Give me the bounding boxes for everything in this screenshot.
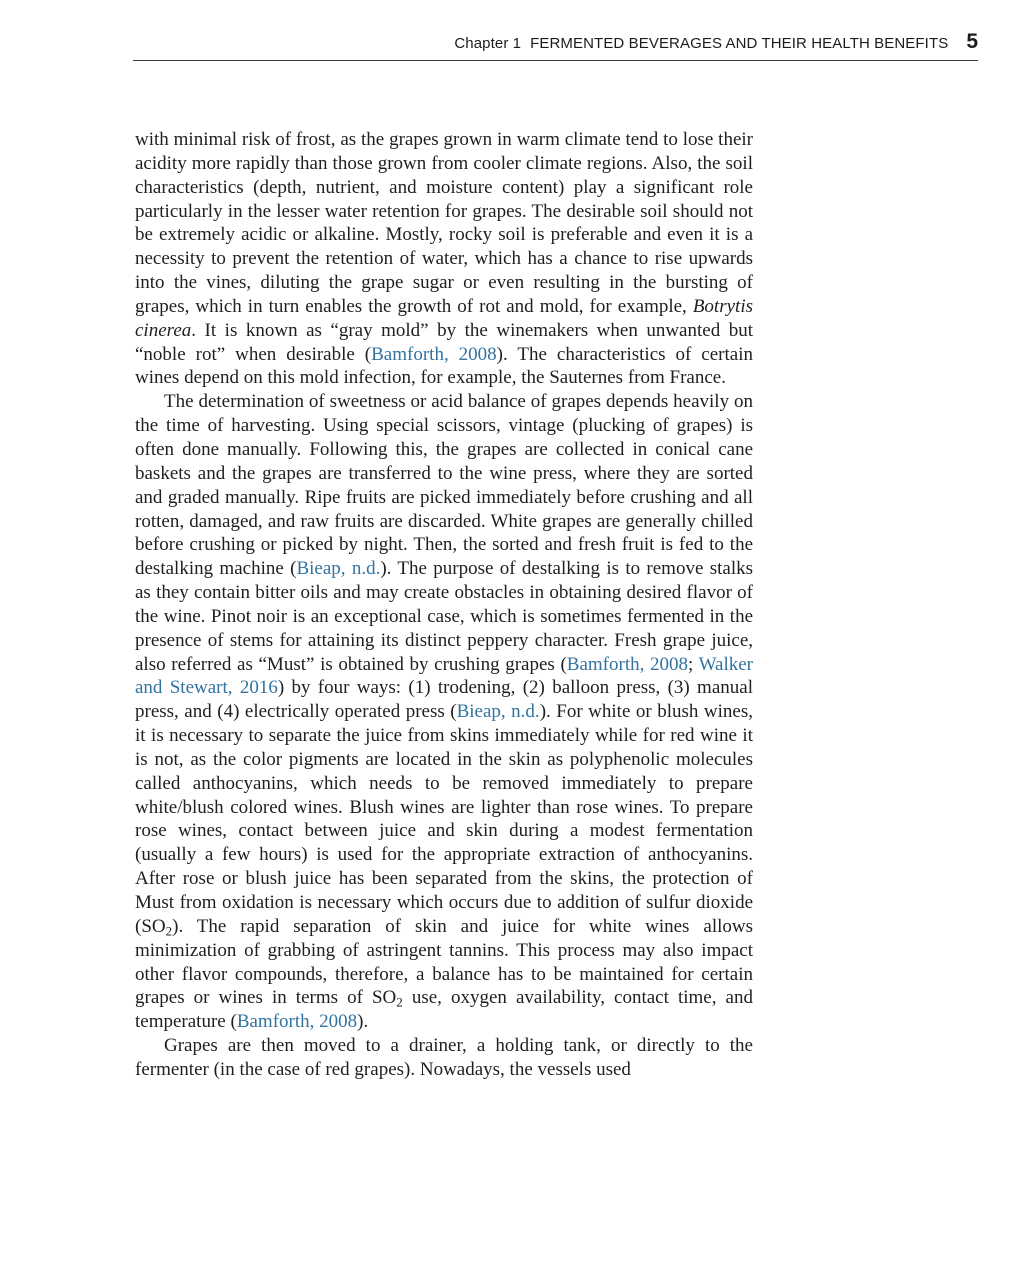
text-run: ). The characteristics of certain wines depend on this mold infection, for example, the Sauternes from France. <box>135 343 753 389</box>
header-rule <box>133 60 978 61</box>
paragraph <box>135 390 753 1034</box>
chapter-title: FERMENTED BEVERAGES AND THEIR HEALTH BENEFITS <box>530 35 949 52</box>
subscript: 2 <box>165 923 173 939</box>
text-run: Grapes are then moved to a drainer, a holding tank, or directly to the fermenter (in the case of red grapes). Nowadays, the vessels used <box>135 1035 753 1080</box>
text-run: ). The rapid separation of skin and juice for white wines allows minimization of grabbing of astringent tannins. This process may also impact other flavor compounds, therefore, a balance has to be maintained for certain grapes or wines in terms of SO <box>135 915 753 1009</box>
text-run: . It is known as “gray mold” by the winemakers when unwanted but “noble rot” when desirable ( <box>135 319 753 365</box>
chapter-label: Chapter 1 <box>454 35 522 52</box>
page-body <box>135 128 753 1082</box>
citation-link[interactable]: Bieap, n.d. <box>456 701 540 723</box>
citation-link[interactable]: Bamforth, 2008 <box>566 653 689 675</box>
italic-term: Botrytis cinerea <box>135 295 753 341</box>
subscript: 2 <box>396 994 403 1010</box>
text-run: ). <box>357 1011 369 1033</box>
text-run: ) by four ways: (1) trodening, (2) balloon press, (3) manual press, and (4) electrically operated press ( <box>135 677 753 723</box>
citation-link[interactable]: Bamforth, 2008 <box>371 343 497 365</box>
text-run: use, oxygen availability, contact time, and temperature ( <box>135 987 753 1033</box>
text-run: with minimal risk of frost, as the grapes grown in warm climate tend to lose their acidity more rapidly than those grown from cooler climate regions. Also, the soil characteristics (depth, nutrient, and moisture content) play a significant role particularly in the lesser water retention for grapes. The desirable soil should not be extremely acidic or alkaline. Mostly, rocky soil is preferable and even it is a necessity to prevent the retention of water, which has a chance to rise upwards into the vines, diluting the grape sugar or even resulting in the bursting of grapes, which in turn enables the growth of rot and mold, for example, <box>135 129 753 317</box>
text-run: ). The purpose of destalking is to remove stalks as they contain bitter oils and may create obstacles in obtaining desired flavor of the wine. Pinot noir is an exceptional case, which is sometimes fermented in the presence of stems for attaining its distinct peppery character. Fresh grape juice, also referred as “Must” is obtained by crushing grapes ( <box>135 558 753 675</box>
text-run: ; <box>688 653 699 675</box>
citation-link[interactable]: Bamforth, 2008 <box>236 1011 358 1033</box>
citation-link[interactable]: Bieap, n.d. <box>296 558 381 580</box>
paragraph <box>135 128 753 390</box>
paragraph <box>135 1034 753 1082</box>
page-header <box>133 30 978 61</box>
text-run: ). For white or blush wines, it is necessary to separate the juice from skins immediately while for red wine it is not, as the color pigments are located in the skin as polyphenolic molecules called anthocyanins, which needs to be removed immediately to prepare white/blush colored wines. Blush wines are lighter than rose wines. To prepare rose wines, contact between juice and skin during a modest fermentation (usually a few hours) is used for the appropriate extraction of anthocyanins. After rose or blush juice has been separated from the skins, the protection of Must from oxidation is necessary which occurs due to addition of sulfur dioxide (SO <box>135 701 753 937</box>
running-head <box>133 30 978 54</box>
text-run: The determination of sweetness or acid balance of grapes depends heavily on the time of harvesting. Using special scissors, vintage (plucking of grapes) is often done manually. Following this, the grapes are collected in conical cane baskets and the grapes are transferred to the wine press, where they are sorted and graded manually. Ripe fruits are picked immediately before crushing and all rotten, damaged, and raw fruits are discarded. White grapes are generally chilled before crushing or picked by night. Then, the sorted and fresh fruit is fed to the destalking machine ( <box>135 391 753 580</box>
citation-link[interactable]: Walker and Stewart, 2016 <box>135 653 754 699</box>
page-number: 5 <box>966 30 978 53</box>
